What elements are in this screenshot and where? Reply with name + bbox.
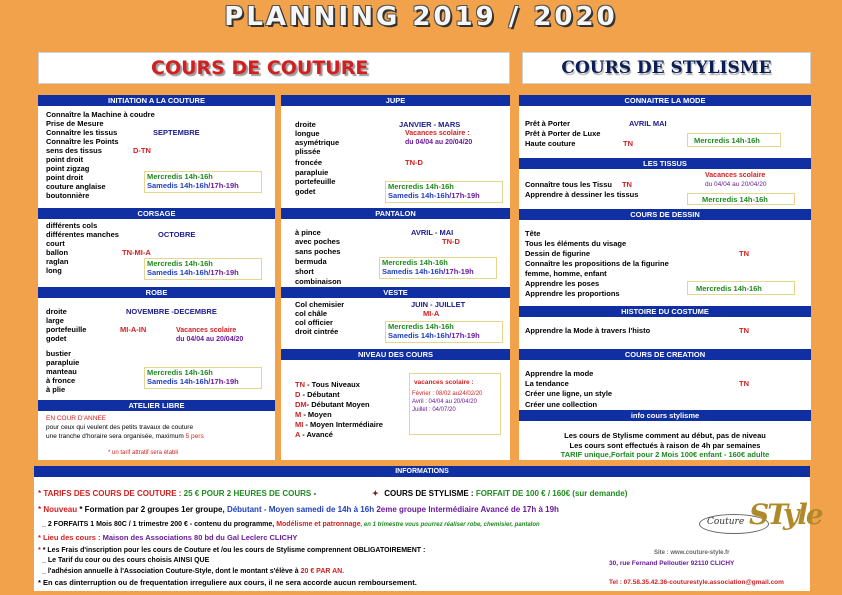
corsage-schedule <box>144 258 262 280</box>
stylisme-tarif-line: ✦ COURS DE STYLISME : FORFAIT DE 100 € / 160€ (sur demande) <box>372 489 628 498</box>
level-item: D - Débutant <box>295 390 340 399</box>
mode-line: Prêt à Porter <box>525 119 571 128</box>
initiation-line: boutonnière <box>46 191 90 200</box>
schedule-evening: /17h-19h <box>208 377 239 386</box>
frais-detail: _ Le Tarif du cour ou des cours choisis AINSI QUE <box>42 557 210 564</box>
robe-line: bustier <box>46 349 72 358</box>
initiation-line: point droit <box>46 173 84 182</box>
atelier-header: ATELIER LIBRE <box>38 400 275 411</box>
mode-line: Prêt à Porter de Luxe <box>525 129 601 138</box>
robe-schedule <box>144 367 262 389</box>
robe-line: parapluie <box>46 358 80 367</box>
initiation-schedule <box>144 171 262 193</box>
pantalon-line: sans poches <box>295 247 341 256</box>
pantalon-line: avec poches <box>295 237 341 246</box>
pantalon-line: combinaison <box>295 277 342 286</box>
vacations-title: vacances scolaire : <box>414 379 474 386</box>
schedule-wednesday: Mercredis 14h-16h <box>696 284 762 293</box>
jupe-line: parapluie <box>295 168 329 177</box>
site-line: Site : www.couture-style.fr <box>654 550 730 556</box>
corsage-level-code: TN-MI-A <box>122 248 151 257</box>
schedule-saturday: Samedis 14h-16h <box>147 268 209 277</box>
jupe-line: portefeuille <box>295 177 336 186</box>
stylisme-banner <box>522 52 811 84</box>
veste-line: col officier <box>295 318 333 327</box>
corsage-line: ballon <box>46 248 69 257</box>
robe-line: droite <box>46 307 67 316</box>
jupe-level-code: TN-D <box>405 158 423 167</box>
tissus-header: LES TISSUS <box>519 158 811 169</box>
creation-line: Apprendre la mode <box>525 369 594 378</box>
tissus-schedule <box>687 193 795 205</box>
veste-month: JUIN - JUILLET <box>411 300 466 309</box>
address-line: 30, rue Fernand Pelloutier 92110 CLICHY <box>609 560 735 567</box>
nouveau-line: * Nouveau * Formation par 2 groupes 1er groupe, Débutant - Moyen samedi de 14h à 16h 2eme groupe Intermédiaire Avancé de 17h à 19h <box>38 505 559 514</box>
vacation-item: Avril : 04/04 au 20/04/20 <box>412 399 477 405</box>
level-item: M - Moyen <box>295 410 332 419</box>
corsage-line: court <box>46 239 65 248</box>
couture-banner <box>38 52 510 84</box>
robe-vacation: Vacances scolaire <box>176 327 237 334</box>
initiation-line: point droit <box>46 155 84 164</box>
atelier-line: une tranche d'horaire sera organisée, maximum 5 pers <box>46 433 204 440</box>
schedule-wednesday: Mercredis 14h-16h <box>382 258 448 267</box>
veste-header: VESTE <box>281 287 510 298</box>
robe-level-code: MI-A-IN <box>120 325 147 334</box>
atelier-line: pour ceux qui veulent des petits travaux de couture <box>46 424 194 431</box>
initiation-line: couture anglaise <box>46 182 106 191</box>
initiation-line: Connaître les Points <box>46 137 119 146</box>
jupe-header: JUPE <box>281 95 510 106</box>
tissus-vacation-dates: du 04/04 au 20/04/20 <box>705 181 767 188</box>
jupe-month: JANVIER - MARS <box>399 120 461 129</box>
tarifs-line: * TARIFS DES COURS DE COUTURE : 25 € POUR 2 HEURES DE COURS - <box>38 489 317 498</box>
robe-vacation-dates: du 04/04 au 20/04/20 <box>176 336 244 343</box>
jupe-line: asymétrique <box>295 138 340 147</box>
info-stylisme-line: Les cours de Stylisme comment au début, pas de niveau <box>564 431 766 440</box>
pantalon-line: bermuda <box>295 257 327 266</box>
pantalon-level-code: TN-D <box>442 237 460 246</box>
schedule-evening: /17h-19h <box>449 331 480 340</box>
info-stylisme-tarif: TARIF unique,Forfait pour 2 Mois 100€ enfant - 160€ adulte <box>560 450 770 459</box>
mode-header: CONNAITRE LA MODE <box>519 95 811 106</box>
star-icon: ✦ <box>372 489 379 498</box>
corsage-month: OCTOBRE <box>158 230 196 239</box>
dessin-line: femme, homme, enfant <box>525 269 607 278</box>
dessin-line: Tous les éléments du visage <box>525 239 627 248</box>
schedule-wednesday: Mercredis 14h-16h <box>388 182 454 191</box>
dessin-line: Apprendre les poses <box>525 279 600 288</box>
creation-line: Créer une collection <box>525 400 598 409</box>
robe-line: à fronce <box>46 376 76 385</box>
robe-line: à plie <box>46 385 66 394</box>
tissus-vacation: Vacances scolaire <box>705 172 766 179</box>
schedule-wednesday: Mercredis 14h-16h <box>694 136 760 145</box>
forfaits-line: _ 2 FORFAITS 1 Mois 80C / 1 trimestre 200 € - contenu du programme, Modélisme et patronnage, en 1 trimestre vous pourrez réaliser robe, chemisier, pantalon <box>42 521 540 528</box>
vacations-box <box>409 373 501 435</box>
column-stylisme <box>519 95 811 460</box>
veste-line: col châle <box>295 309 328 318</box>
robe-line: godet <box>46 334 67 343</box>
page-title: PLANNING 2019 / 2020 <box>224 2 618 32</box>
tissus-line: Connaître tous les Tissu TN <box>525 180 632 189</box>
robe-header: ROBE <box>38 287 275 298</box>
histoire-level-code: TN <box>739 326 749 335</box>
corsage-line: long <box>46 266 62 275</box>
schedule-evening: /17h-19h <box>208 181 239 190</box>
level-item: A - Avancé <box>295 430 333 439</box>
dessin-line: Tête <box>525 229 541 238</box>
dessin-line: Connaître les propositions de la figurine <box>525 259 669 268</box>
initiation-line: Prise de Mesure <box>46 119 104 128</box>
niveau-header: NIVEAU DES COURS <box>281 349 510 360</box>
initiation-line: Connaître les tissus <box>46 128 118 137</box>
jupe-line: longue <box>295 129 320 138</box>
jupe-line: godet <box>295 187 316 196</box>
jupe-line: plissée <box>295 147 321 156</box>
schedule-saturday: Samedis 14h-16h <box>147 377 209 386</box>
level-item: DM- Débutant Moyen <box>295 400 370 409</box>
lieu-line: * Lieu des cours : Maison des Associations 80 bd du Gal Leclerc CLICHY <box>38 533 298 542</box>
creation-line: La tendance <box>525 379 569 388</box>
schedule-wednesday: Mercredis 14h-16h <box>147 368 213 377</box>
initiation-line: point zigzag <box>46 164 90 173</box>
pantalon-header: PANTALON <box>281 208 510 219</box>
veste-level-code: MI-A <box>423 309 440 318</box>
column-couture-left <box>38 95 275 460</box>
schedule-evening: /17h-19h <box>208 268 239 277</box>
schedule-saturday: Samedis 14h-16h <box>147 181 209 190</box>
initiation-level-code: D-TN <box>133 146 151 155</box>
tissus-line: Apprendre à dessiner les tissus <box>525 190 639 199</box>
informations-header: INFORMATIONS <box>34 466 810 477</box>
veste-line: Col chemisier <box>295 300 345 309</box>
schedule-wednesday: Mercredis 14h-16h <box>147 259 213 268</box>
initiation-header: INITIATION A LA COUTURE <box>38 95 275 106</box>
pantalon-line: à pince <box>295 228 321 237</box>
initiation-line: sens des tissus <box>46 146 102 155</box>
stylisme-banner-label: COURS DE STYLISME <box>561 58 772 78</box>
schedule-saturday: Samedis 14h-16h <box>388 331 450 340</box>
creation-header: COURS DE CREATION <box>519 349 811 360</box>
dessin-schedule <box>687 281 795 295</box>
schedule-saturday: Samedis 14h-16h <box>388 191 450 200</box>
level-item: TN - Tous Niveaux <box>295 380 360 389</box>
informations-panel <box>34 466 822 591</box>
pantalon-schedule <box>379 257 497 279</box>
atelier-note: * un tarif attratif sera établi <box>108 450 179 456</box>
schedule-evening: /17h-19h <box>449 191 480 200</box>
schedule-wednesday: Mercredis 14h-16h <box>702 195 768 204</box>
dessin-line: Dessin de figurine <box>525 249 591 258</box>
corsage-line: différents cols <box>46 221 98 230</box>
robe-line: portefeuille <box>46 325 87 334</box>
mode-line: Haute couture <box>525 139 576 148</box>
histoire-line: Apprendre la Mode à travers l'histo <box>525 326 651 335</box>
jupe-line: droite <box>295 120 316 129</box>
column-couture-right <box>281 95 510 460</box>
dessin-header: COURS DE DESSIN <box>519 209 811 220</box>
frais-detail: _ l'adhésion annuelle à l'Association Couture-Style, dont le montant s'élève à 20 € PAR AN. <box>42 568 345 575</box>
pantalon-month: AVRIL - MAI <box>411 228 454 237</box>
pantalon-line: short <box>295 267 314 276</box>
logo-text: Couture <box>707 517 745 527</box>
interruption-line: * En cas dinterruption ou de frequentation irreguliere aux cours, il ne sera accorde aucun remboursement. <box>38 578 417 587</box>
jupe-vacation-dates: du 04/04 au 20/04/20 <box>405 139 473 146</box>
dessin-line: Apprendre les proportions <box>525 289 620 298</box>
tel-line: Tel : 07.58.35.42.36-couturestyle.association@gmail.com <box>609 579 784 586</box>
corsage-line: raglan <box>46 257 69 266</box>
veste-line: droit cintrée <box>295 327 339 336</box>
atelier-line: EN COUR D'ANNEE <box>46 415 107 422</box>
mode-months: AVRIL MAI <box>629 119 667 128</box>
schedule-evening: /17h-19h <box>443 267 474 276</box>
schedule-wednesday: Mercredis 14h-16h <box>147 172 213 181</box>
mode-level-code: TN <box>623 139 633 148</box>
histoire-header: HISTOIRE DU COSTUME <box>519 306 811 317</box>
info-stylisme-line: Les cours sont effectués à raison de 4h par semaines <box>569 441 761 450</box>
level-item: MI - Moyen Intermédiaire <box>295 420 383 429</box>
creation-level-code: TN <box>739 379 749 388</box>
robe-line: large <box>46 316 64 325</box>
couture-style-logo <box>699 492 822 542</box>
initiation-line: Connaître la Machine à coudre <box>46 110 155 119</box>
jupe-line: froncée <box>295 158 323 167</box>
dessin-level-code: TN <box>739 249 749 258</box>
couture-banner-label: COURS DE COUTURE <box>151 57 369 79</box>
corsage-header: CORSAGE <box>38 208 275 219</box>
frais-line: * * Les Frais d'inscription pour les cours de Couture et /ou les cours de Stylisme comprennent OBLIGATOIREMENT : <box>38 547 426 554</box>
mode-schedule <box>687 133 781 147</box>
veste-schedule <box>385 321 503 343</box>
jupe-vacation: Vacances scolaire : <box>405 130 470 137</box>
robe-line: manteau <box>46 367 77 376</box>
vacation-item: Février : 08/02 au24/02/20 <box>412 391 483 397</box>
initiation-month: SEPTEMBRE <box>153 128 200 137</box>
creation-line: Créer une ligne, un style <box>525 389 613 398</box>
robe-month: NOVEMBRE -DECEMBRE <box>126 307 217 316</box>
corsage-line: différentes manches <box>46 230 119 239</box>
schedule-wednesday: Mercredis 14h-16h <box>388 322 454 331</box>
schedule-saturday: Samedis 14h-16h <box>382 267 444 276</box>
vacation-item: Juillet : 04/07/20 <box>412 407 456 413</box>
logo-style-text: STyle <box>749 498 822 531</box>
info-stylisme-header: info cours stylisme <box>519 410 811 421</box>
jupe-schedule <box>385 181 503 203</box>
